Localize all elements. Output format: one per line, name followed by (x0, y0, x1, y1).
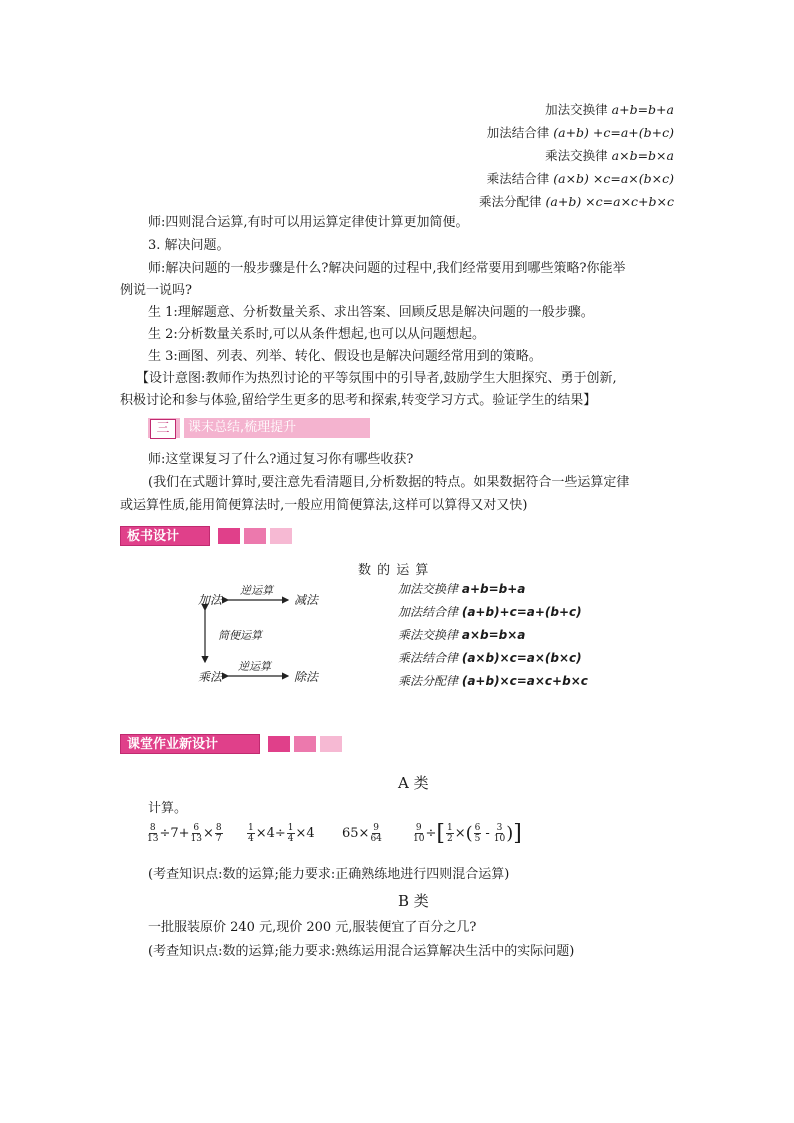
operator: ÷ (425, 826, 437, 841)
student-3: 生 3:画图、列表、列举、转化、假设也是解决问题经常用到的策略。 (148, 349, 542, 364)
section-number: 三 (150, 419, 176, 439)
board-inverse-top: 逆运算 (240, 584, 273, 597)
denominator: 13 (147, 834, 159, 844)
numerator: 3 (496, 823, 503, 833)
law-line-4 (487, 169, 674, 187)
rule-formula: (a+b)×c=a×c+b×c (461, 674, 588, 688)
law-line-2 (487, 123, 674, 141)
denominator: 10 (413, 834, 425, 844)
operator: × (454, 826, 466, 841)
fraction (287, 823, 295, 844)
right-bracket: ] (513, 821, 522, 846)
tag-square (294, 736, 316, 752)
fraction (247, 823, 255, 844)
fraction (474, 823, 482, 844)
banner-divider (180, 418, 184, 438)
fraction (446, 823, 454, 844)
operator: ×4÷ (255, 826, 286, 841)
numerator: 9 (415, 823, 422, 833)
numerator: 1 (446, 823, 453, 833)
law-name: 乘法分配律 (479, 194, 542, 209)
board-add: 加法 (198, 593, 223, 607)
fraction (215, 823, 223, 844)
law-name: 乘法交换律 (545, 148, 608, 163)
denominator: 13 (190, 834, 202, 844)
denominator: 5 (474, 834, 481, 844)
law-formula: (a+b) +c=a+(b+c) (553, 125, 674, 140)
numerator: 1 (287, 823, 294, 833)
rule-formula: (a+b)+c=a+(b+c) (461, 605, 582, 619)
expression-3 (342, 823, 383, 844)
denominator: 4 (287, 834, 294, 844)
numerator: 6 (193, 823, 200, 833)
summary-answer-line1: (我们在式题计算时,要注意先看清题目,分析数据的特点。如果数据符合一些运算定律 (148, 475, 630, 490)
board-inverse-bottom: 逆运算 (238, 660, 271, 673)
fraction (191, 823, 202, 844)
operator: × (202, 826, 214, 841)
board-rule-3 (398, 626, 525, 643)
law-name: 加法交换律 (545, 102, 608, 117)
rule-formula: a+b=b+a (461, 582, 526, 596)
law-formula: a+b=b+a (611, 102, 674, 117)
board-rule-5 (398, 672, 588, 689)
expression-4 (412, 821, 522, 846)
student-2: 生 2:分析数量关系时,可以从条件想起,也可以从问题想起。 (148, 327, 486, 342)
law-line-3 (545, 146, 674, 164)
heading-3: 3. 解决问题。 (148, 238, 230, 253)
note-b: (考查知识点:数的运算;能力要求:熟练运用混合运算解决生活中的实际问题) (148, 944, 575, 959)
summary-question: 师:这堂课复习了什么?通过复习你有哪些收获? (148, 452, 414, 467)
fraction (147, 823, 158, 844)
rule-name: 加法结合律 (398, 605, 459, 619)
law-formula: (a+b) ×c=a×c+b×c (545, 194, 674, 209)
left-bracket: [ (436, 821, 445, 846)
teacher-para-2-line1: 师:解决问题的一般步骤是什么?解决问题的过程中,我们经常要用到哪些策略?你能举 (148, 261, 626, 276)
board-rule-2 (398, 603, 582, 620)
board-rule-1 (398, 580, 525, 597)
rule-name: 乘法结合律 (398, 651, 459, 665)
law-name: 乘法结合律 (486, 171, 550, 186)
class-a-heading: A 类 (398, 774, 429, 792)
law-formula: a×b=b×a (611, 148, 674, 163)
denominator: 64 (370, 834, 382, 844)
class-b-heading: B 类 (398, 892, 429, 910)
rule-name: 乘法分配律 (398, 674, 459, 688)
expression-2 (246, 823, 315, 844)
board-mul: 乘法 (198, 670, 223, 684)
note-a: (考查知识点:数的运算;能力要求:正确熟练地进行四则混合运算) (148, 867, 510, 882)
board-sub: 减法 (294, 593, 319, 607)
design-intent-line1: 【设计意图:教师作为热烈讨论的平等氛围中的引导者,鼓励学生大胆探究、勇于创新, (136, 371, 617, 386)
calc-label: 计算。 (148, 801, 188, 816)
tag-square (244, 528, 266, 544)
operator: ×4 (295, 826, 315, 841)
law-line-1 (545, 100, 674, 118)
rule-formula: (a×b)×c=a×(b×c) (461, 651, 582, 665)
homework-tag: 课堂作业新设计 (120, 734, 260, 754)
law-name: 加法结合律 (486, 125, 550, 140)
numerator: 9 (373, 823, 380, 833)
numerator: 1 (248, 823, 254, 833)
teacher-para-1: 师:四则混合运算,有时可以用运算定律使计算更加简便。 (148, 215, 469, 230)
numerator: 8 (149, 823, 156, 833)
fraction (370, 823, 381, 844)
tag-square (268, 736, 290, 752)
section-title: 课末总结,梳理提升 (188, 420, 297, 435)
law-formula: (a×b) ×c=a×(b×c) (553, 171, 674, 186)
tag-square (270, 528, 292, 544)
problem-b: 一批服装原价 240 元,现价 200 元,服装便宜了百分之几? (148, 920, 477, 935)
teacher-para-2-line2: 例说一说吗? (120, 283, 192, 298)
right-paren: ) (506, 823, 514, 844)
board-title: 数 的 运 算 (358, 563, 430, 578)
operator: ÷7+ (159, 826, 190, 841)
denominator: 4 (248, 834, 254, 844)
operator: - (485, 826, 490, 841)
rule-name: 加法交换律 (398, 582, 459, 596)
board-rule-4 (398, 649, 582, 666)
board-div: 除法 (294, 670, 319, 684)
tag-square (218, 528, 240, 544)
board-design-tag: 板书设计 (120, 526, 210, 546)
summary-answer-line2: 或运算性质,能用简便算法时,一般应用简便算法,这样可以算得又对又快) (120, 498, 528, 513)
fraction (413, 823, 424, 844)
law-line-5 (479, 192, 674, 210)
denominator: 2 (446, 834, 453, 844)
student-1: 生 1:理解题意、分析数量关系、求出答案、回顾反思是解决问题的一般步骤。 (148, 305, 594, 320)
rule-name: 乘法交换律 (398, 628, 459, 642)
left-paren: ( (465, 823, 473, 844)
design-intent-line2: 积极讨论和参与体验,留给学生更多的思考和探索,转变学习方式。验证学生的结果】 (120, 393, 597, 408)
numerator: 6 (474, 823, 481, 833)
denominator: 10 (493, 834, 506, 844)
numerator: 8 (215, 823, 222, 833)
board-simple: 简便运算 (218, 629, 262, 642)
tag-square (320, 736, 342, 752)
rule-formula: a×b=b×a (461, 628, 526, 642)
fraction (494, 823, 505, 844)
denominator: 7 (215, 834, 222, 844)
operand: 65× (342, 826, 370, 841)
expression-1 (146, 823, 224, 844)
